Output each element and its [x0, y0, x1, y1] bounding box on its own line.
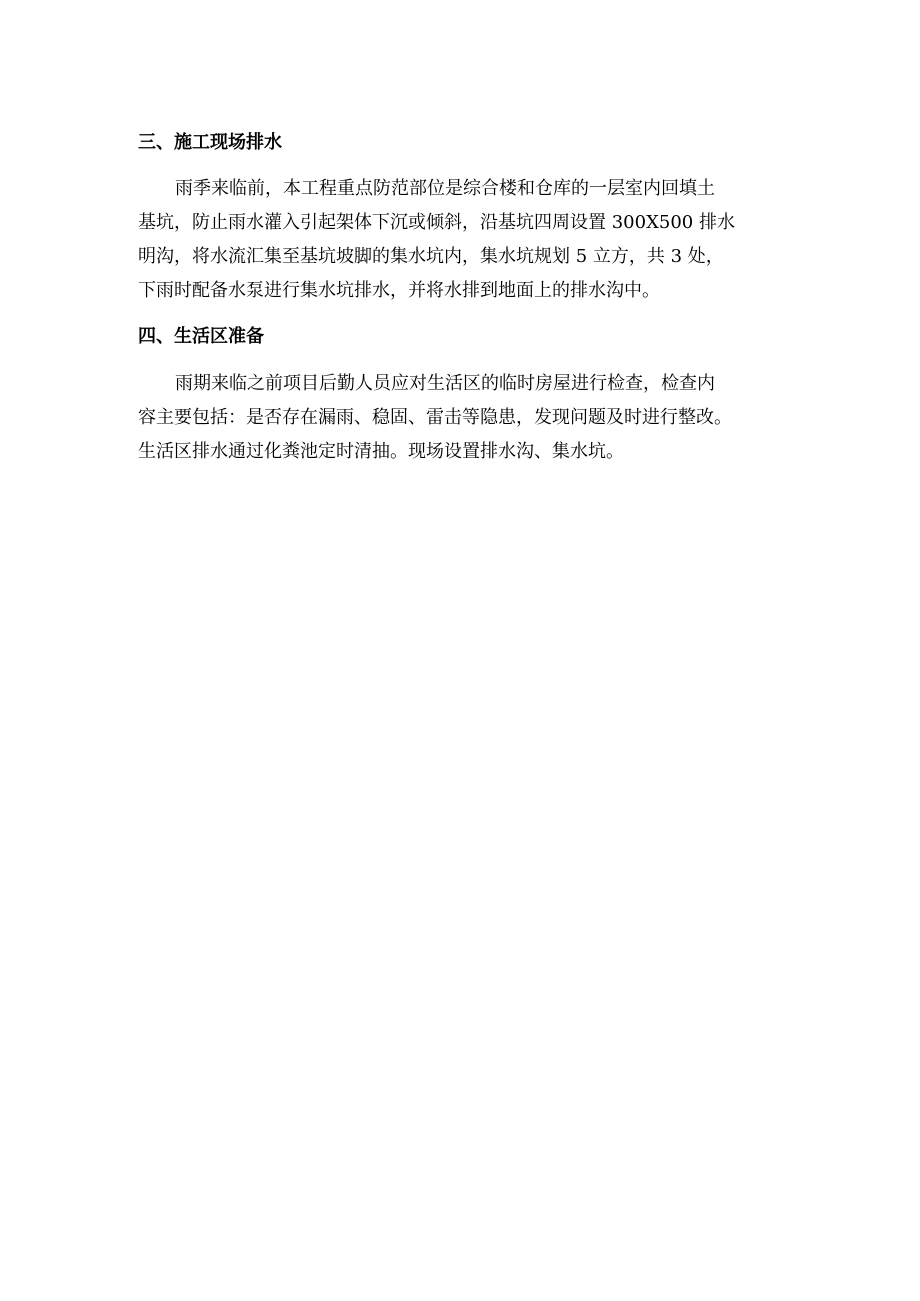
paragraph-living-area — [138, 367, 798, 469]
paragraph-line: 容主要包括：是否存在漏雨、稳固、雷击等隐患，发现问题及时进行整改。 — [138, 407, 732, 428]
paragraph-line: 雨期来临之前项目后勤人员应对生活区的临时房屋进行检查，检查内 — [175, 373, 715, 394]
section-heading-living-area: 四、生活区准备 — [138, 326, 264, 347]
section-heading-site-drainage: 三、施工现场排水 — [138, 132, 282, 153]
document-body — [138, 126, 798, 469]
paragraph-line: 基坑，防止雨水灌入引起架体下沉或倾斜，沿基坑四周设置 300X500 排水 — [138, 212, 735, 233]
paragraph-line: 明沟，将水流汇集至基坑坡脚的集水坑内，集水坑规划 5 立方，共 3 处， — [138, 246, 724, 267]
paragraph-line: 雨季来临前，本工程重点防范部位是综合楼和仓库的一层室内回填土 — [175, 178, 715, 199]
paragraph-line: 生活区排水通过化粪池定时清抽。现场设置排水沟、集水坑。 — [138, 441, 624, 462]
paragraph-line: 下雨时配备水泵进行集水坑排水，并将水排到地面上的排水沟中。 — [138, 280, 660, 301]
paragraph-site-drainage — [138, 172, 798, 308]
